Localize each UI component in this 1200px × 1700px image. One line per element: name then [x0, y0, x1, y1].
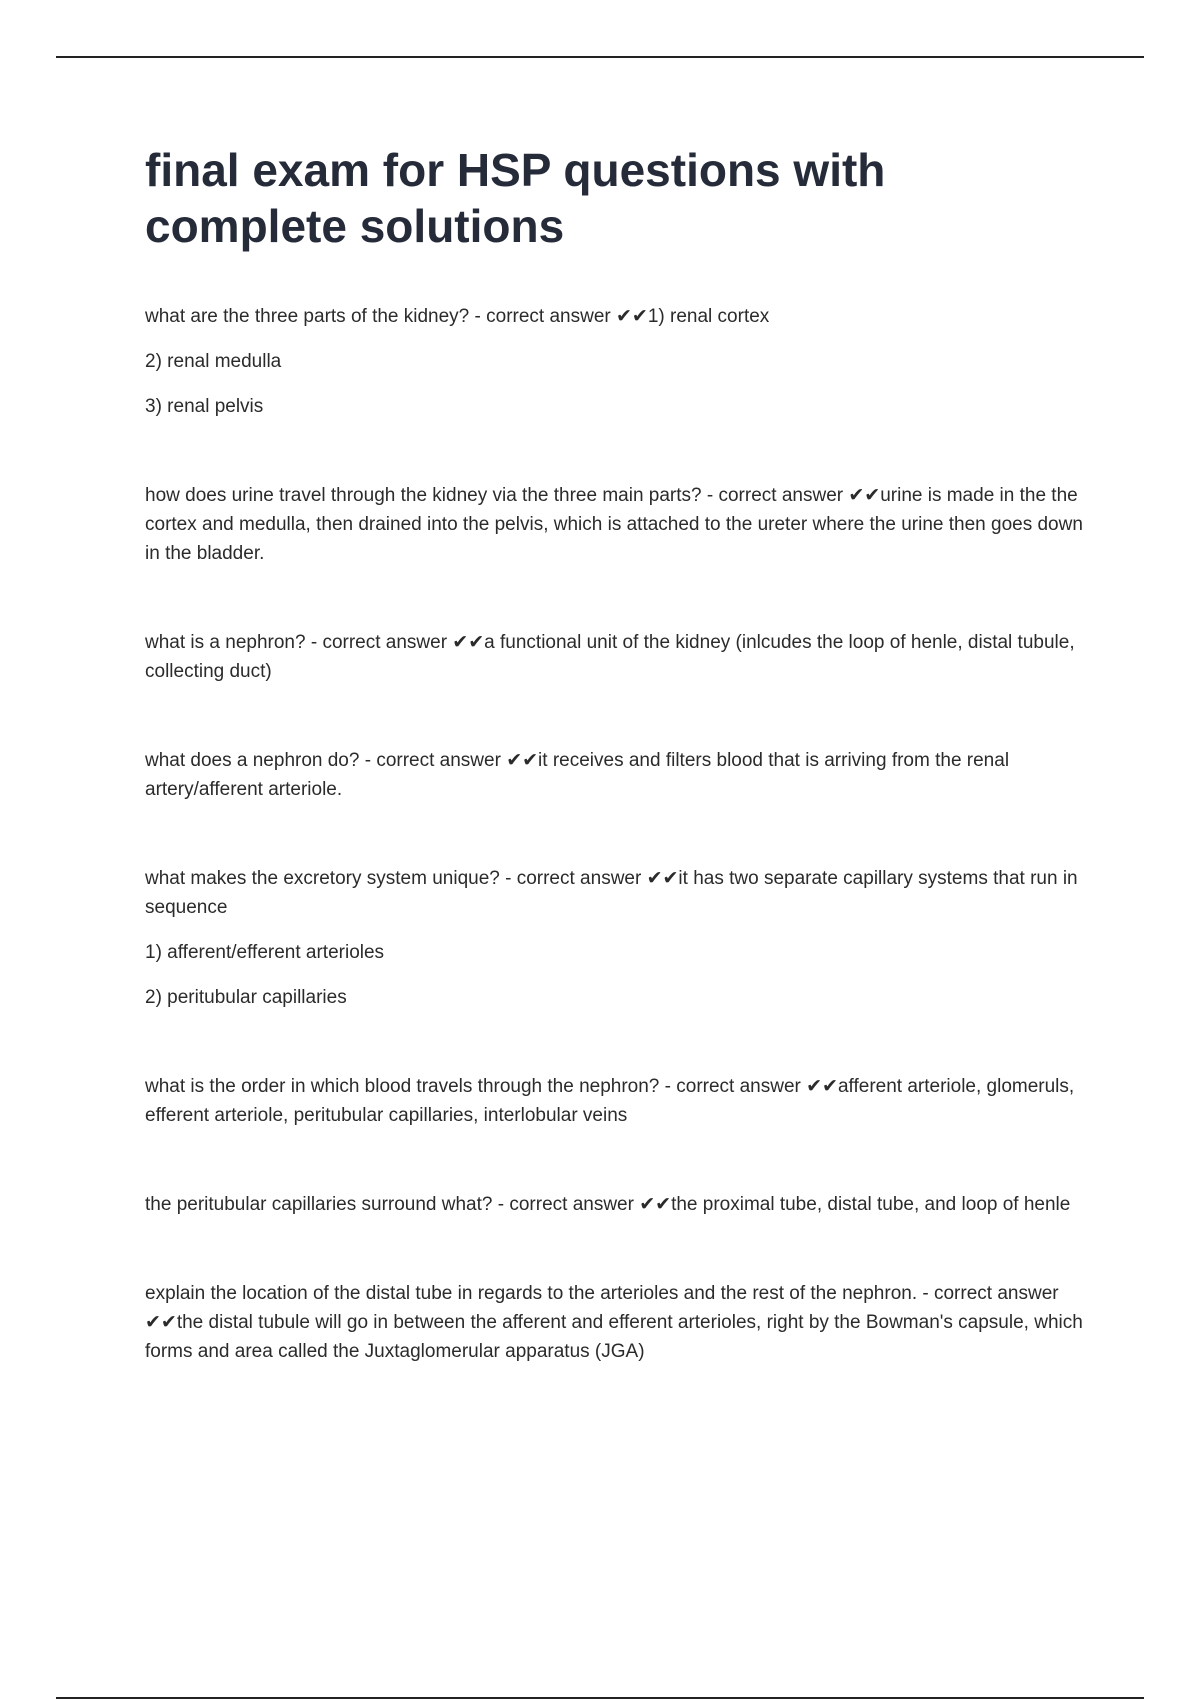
qa-paragraph: 2) peritubular capillaries	[145, 987, 347, 1008]
top-rule	[56, 56, 1144, 58]
qa-paragraph: 2) renal medulla	[145, 351, 282, 372]
qa-paragraph: what is the order in which blood travels through the nephron? - correct answer ✔✔afferent arteriole, glomeruls, efferent arteriole, peritubular capillaries, interlobular veins	[145, 1076, 1075, 1126]
qa-item	[145, 628, 1095, 686]
qa-paragraph: what makes the excretory system unique? - correct answer ✔✔it has two separate capillary systems that run in sequence	[145, 868, 1078, 918]
document-title: final exam for HSP questions with complete solutions	[145, 144, 886, 252]
qa-item	[145, 864, 1095, 1012]
bottom-rule	[56, 1697, 1144, 1699]
qa-item	[145, 1072, 1095, 1130]
qa-paragraph: explain the location of the distal tube in regards to the arterioles and the rest of the nephron. - correct answer ✔✔the distal tubule will go in between the afferent and efferent arterioles, right by the Bowman's capsule, which forms and area called the Juxtaglomerular apparatus (JGA)	[145, 1283, 1083, 1362]
qa-item	[145, 746, 1095, 804]
qa-paragraph: 1) afferent/efferent arterioles	[145, 942, 385, 963]
qa-paragraph: what is a nephron? - correct answer ✔✔a functional unit of the kidney (inlcudes the loop of henle, distal tubule, collecting duct)	[145, 632, 1075, 682]
qa-item	[145, 1279, 1095, 1366]
qa-paragraph: 3) renal pelvis	[145, 396, 264, 417]
qa-paragraph: what are the three parts of the kidney? - correct answer ✔✔1) renal cortex	[145, 306, 770, 327]
qa-item	[145, 302, 1095, 421]
qa-item	[145, 481, 1095, 568]
document-body	[145, 302, 1095, 1382]
qa-paragraph: how does urine travel through the kidney via the three main parts? - correct answer ✔✔urine is made in the the cortex and medulla, then drained into the pelvis, which is attached to the ureter where the urine then goes down in the bladder.	[145, 485, 1083, 564]
qa-paragraph: the peritubular capillaries surround what? - correct answer ✔✔the proximal tube, distal tube, and loop of henle	[145, 1194, 1071, 1215]
qa-paragraph: what does a nephron do? - correct answer ✔✔it receives and filters blood that is arriving from the renal artery/afferent arteriole.	[145, 750, 1010, 800]
qa-item	[145, 1190, 1095, 1219]
